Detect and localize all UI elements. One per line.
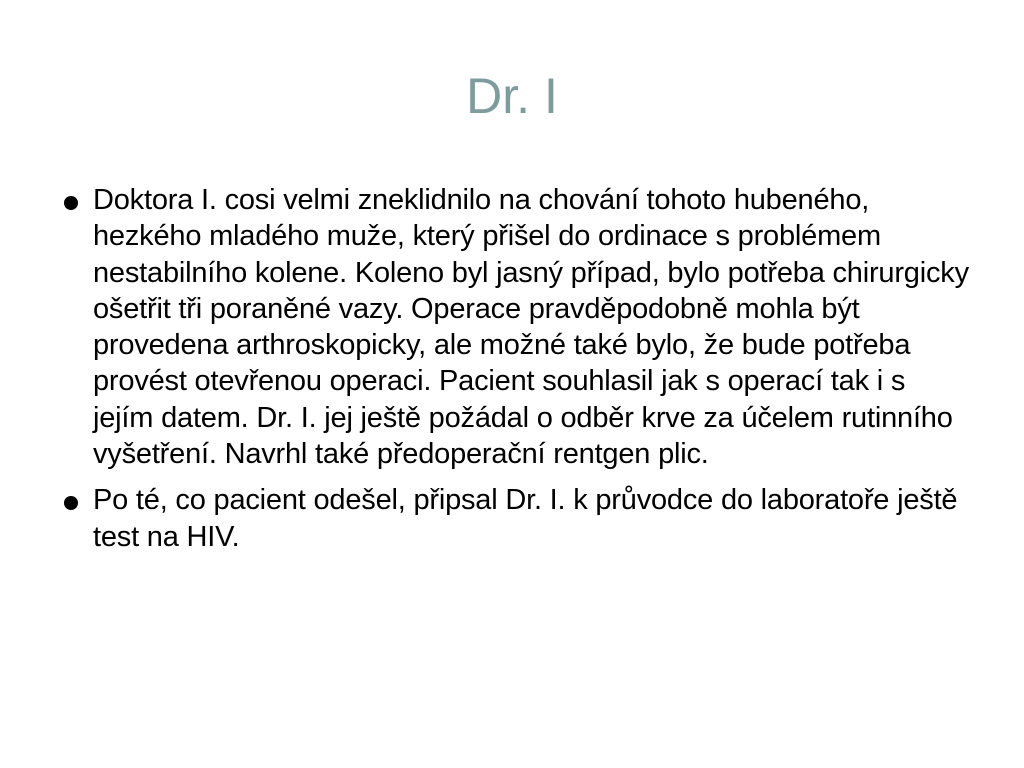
- slide-title: Dr. I: [466, 68, 558, 124]
- bullet-icon: [64, 196, 78, 210]
- bullet-list: [60, 182, 970, 565]
- bullet-item: [60, 182, 970, 472]
- bullet-item: [60, 482, 970, 555]
- bullet-icon: [64, 496, 78, 510]
- bullet-text: Doktora I. cosi velmi zneklidnilo na chování tohoto hubeného, hezkého mladého muže, který přišel do ordinace s problémem nestabilního kolene. Koleno byl jasný případ, bylo potřeba chirurgicky ošetřit tři poraněné vazy. Operace pravděpodobně mohla být provedena arthroskopicky, ale možné také bylo, že bude potřeba provést otevřenou operaci. Pacient souhlasil jak s operací tak i s jejím datem. Dr. I. jej ještě požádal o odběr krve za účelem rutinního vyšetření. Navrhl také předoperační rentgen plic.: [93, 184, 969, 471]
- bullet-text: Po té, co pacient odešel, připsal Dr. I. k průvodce do laboratoře ještě test na HIV.: [93, 484, 958, 553]
